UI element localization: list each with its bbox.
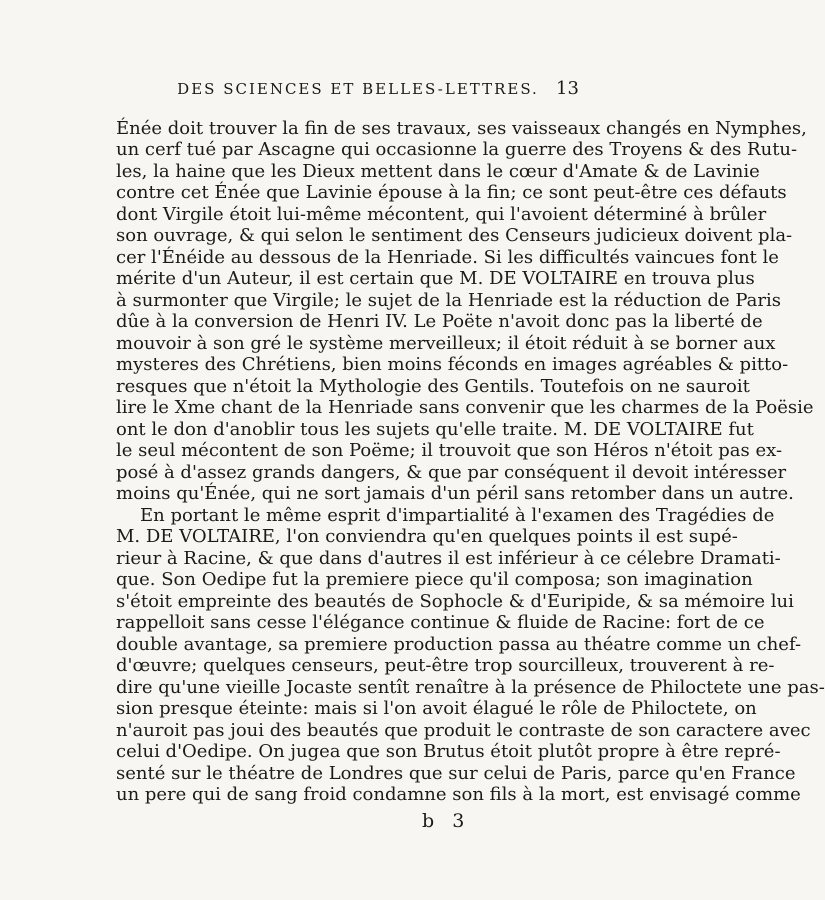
text-line: moins qu'Énée, qui ne sort jamais d'un péril sans retomber dans un autre. [116,483,794,504]
text-line: le seul mécontent de son Poëme; il trouvoit que son Héros n'étoit pas ex- [116,440,783,461]
text-line: dont Virgile étoit lui-même mécontent, qui l'avoient déterminé à brûler [116,204,767,225]
text-line: sion presque éteinte: mais si l'on avoit élagué le rôle de Philoctete, on [116,698,757,719]
text-line: En portant le même esprit d'impartialité à l'examen des Tragédies de [140,505,775,526]
text-line: à surmonter que Virgile; le sujet de la Henriade est la réduction de Paris [116,290,781,311]
text-line: d'œuvre; quelques censeurs, peut-être trop sourcilleux, trouverent à re- [116,655,775,676]
text-line: mérite d'un Auteur, il est certain que M. DE VOLTAIRE en trouva plus [116,268,755,289]
text-line: Énée doit trouver la fin de ses travaux, ses vaisseaux changés en Nymphes, [116,118,807,139]
text-line: un pere qui de sang froid condamne son fils à la mort, est envisagé comme [116,784,801,805]
text-line: contre cet Énée que Lavinie épouse à la fin; ce sont peut-être ces défauts [116,182,787,203]
text-line: posé à d'assez grands dangers, & que par conséquent il devoit intéresser [116,462,787,483]
text-line: ont le don d'anoblir tous les sujets qu'elle traite. M. DE VOLTAIRE fut [116,419,754,440]
text-line: les, la haine que les Dieux mettent dans le cœur d'Amate & de Lavinie [116,161,760,182]
text-line: un cerf tué par Ascagne qui occasionne la guerre des Troyens & des Rutu- [116,139,798,160]
text-line: rappelloit sans cesse l'élégance continue & fluide de Racine: fort de ce [116,612,765,633]
text-line: que. Son Oedipe fut la premiere piece qu'il composa; son imagination [116,569,753,590]
running-header: DES SCIENCES ET BELLES-LETTRES. [177,80,539,98]
text-line: M. DE VOLTAIRE, l'on conviendra qu'en quelques points il est supé- [116,526,738,547]
text-line: dûe à la conversion de Henri IV. Le Poëte n'avoit donc pas la liberté de [116,311,763,332]
text-line: celui d'Oedipe. On jugea que son Brutus étoit plutôt propre à être repré- [116,741,781,762]
text-line: double avantage, sa premiere production passa au théatre comme un chef- [116,634,802,655]
text-line: son ouvrage, & qui selon le sentiment des Censeurs judicieux doivent pla- [116,225,793,246]
text-line: n'auroit pas joui des beautés que produit le contraste de son caractere avec [116,720,811,741]
text-line: resques que n'étoit la Mythologie des Gentils. Toutefois on ne sauroit [116,376,750,397]
text-line: cer l'Énéide au dessous de la Henriade. Si les difficultés vaincues font le [116,247,779,268]
text-line: lire le Xme chant de la Henriade sans convenir que les charmes de la Poësie [116,397,814,418]
text-line: dire qu'une vieille Jocaste sentît renaître à la présence de Philoctete une pas- [116,677,825,698]
signature-mark: b 3 [422,810,471,832]
text-line: s'étoit empreinte des beautés de Sophocle & d'Euripide, & sa mémoire lui [116,591,794,612]
text-line: rieur à Racine, & que dans d'autres il est inférieur à ce célebre Dramati- [116,548,781,569]
text-line: senté sur le théatre de Londres que sur celui de Paris, parce qu'en France [116,763,796,784]
text-line: mysteres des Chrétiens, bien moins féconds en images agréables & pitto- [116,354,789,375]
text-line: mouvoir à son gré le système merveilleux; il étoit réduit à se borner aux [116,333,776,354]
page-number: 13 [556,78,579,99]
